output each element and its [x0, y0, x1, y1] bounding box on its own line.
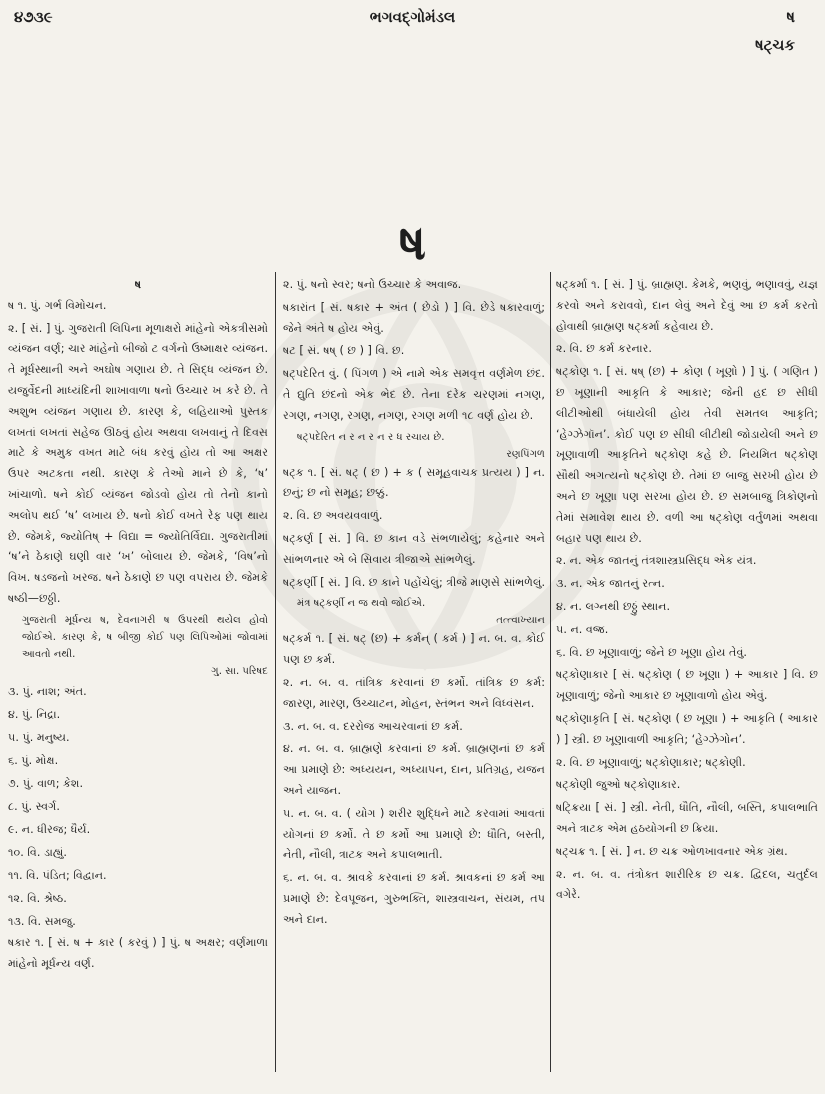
example-source: તત્ત્વાખ્યાન	[496, 615, 545, 627]
entry-shatkarni: ષટ્કર્ણી [ સં. ] વિ. છ કાને પહોંચેલું; ત્રીજે માણસે સાંભળેલું.	[283, 575, 546, 589]
sense-item: ૧૦. વિ. ડાહ્યું.	[8, 845, 67, 859]
entry-shatkon-3: ૩. ન. એક જાતનું રત્ન.	[556, 577, 665, 591]
entry-shatkon-4: ૪. ન. લગ્નથી છઠ્ઠું સ્થાન.	[556, 599, 671, 613]
sense-item: ૮. પું. સ્વર્ગ.	[8, 799, 60, 813]
entry-shatk-2: ૨. વિ. છ અવયવવાળું.	[283, 509, 383, 523]
sense-item: ૧૩. વિ. સમજુ.	[8, 914, 76, 928]
entry-shatkarm-2: ૨. ન. બ. વ. તાંત્રિક કરવાનાં છ કર્મો. તાંત્રિક છ કર્મ: જારણ, મારણ, ઉચ્ચાટન, મોહન, સ્તંભન અને વિધ્વંસન.	[283, 675, 545, 710]
example-quote: મંત્ર ષટ્કર્ણી ન જ થવો જોઈએ.	[297, 598, 426, 610]
entry-shakar-2: ૨. પું. ષનો સ્વર; ષનો ઉચ્ચાર કે અવાજ.	[283, 278, 462, 291]
sense-item: ૬. પું. મોક્ષ.	[8, 753, 59, 767]
entry-shakarant: ષકારાંત [ સં. ષકાર + અંત ( છેડો ) ] વિ. છેડે ષકારવાળું; જેને અંતે ષ હોય એવું.	[283, 300, 545, 335]
entry-shatkarm-5: ૫. ન. બ. વ. ( યોગ ) શરીર શુદ્ધિને માટે કરવામાં આવતાં યોગનાં છ કર્મો. તે છ કર્મો આ પ્રમાણે છે: ધૌતિ, બસ્તી, નેતી, નૌલી, ત્રાટક અને કપાલભાતી.	[283, 806, 545, 862]
entry-shat: ષટ [ સં. ષષ્ ( છ ) ] વિ. છ.	[283, 344, 405, 358]
entry-shatkarm: ષટ્કર્મ ૧. [ સં. ષટ્ (છ) + કર્મન્ ( કર્મ ) ] ન. બ. વ. કોઈ પણ છ કર્મ.	[283, 632, 545, 667]
guide-word: ષટ્ચક	[755, 36, 795, 54]
section-letter: ષ	[399, 215, 426, 271]
entry-shatkarma: ષટ્કર્મા ૧. [ સં. ] પું. બ્રાહ્મણ. કેમકે, ભણવું, ભણાવવું, યજ્ઞ કરવો અને કરાવવો, દાન લેવું અને દેવું આ છ કર્મ કરતો હોવાથી બ્રાહ્મણ ષટ્કર્મા કહેવાય છે.	[556, 278, 818, 333]
entry-shatpaderit: ષટ્પદેરિત વું. ( પિંગળ ) એ નામે એક સમવૃત્ત વર્ણમેળ છંદ. તે દ્યુતિ છંદનો એક ભેદ છે. તેના દરેક ચરણમાં નગણ, રગણ, નગણ, રગણ, નગણ, રગણ મળી ૧૮ વર્ણ હોય છે.	[283, 367, 545, 422]
entry-shatkon-6: ૬. વિ. છ ખૂણાવાળું; જેને છ ખૂણા હોય તેવું.	[556, 645, 747, 659]
column-3	[556, 275, 818, 908]
sense-item: ૪. પું. નિદ્રા.	[8, 707, 61, 721]
column-divider-2	[550, 272, 551, 1072]
column-1	[8, 275, 268, 976]
sense-item: ૯. ન. ધીરજ; ધૈર્ય.	[8, 822, 91, 836]
entry-sha-1: ષ ૧. પું. ગર્ભ વિમોચન.	[8, 298, 107, 312]
sense-item: ૧૧. વિ. પંડિત; વિદ્વાન.	[8, 868, 107, 882]
example-rule: ષટ્પદેરિત ન ર ન ર ન ર ધ રચાય છે.	[297, 431, 445, 443]
entry-shatkriya: ષટ્ક્રિયા [ સં. ] સ્ત્રી. નેતી, ધૌતિ, નૌલી, બસ્તિ, કપાલભાતિ અને ત્રાટક એમ હઠયોગની છ ક્રિયા.	[556, 801, 818, 835]
column-heading: ષ	[134, 278, 142, 291]
entry-shatkon-2: ૨. ન. એક જાતનું તંત્રશાસ્ત્રપ્રસિદ્ધ એક યંત્ર.	[556, 554, 757, 568]
entry-shatkarma-2: ૨. વિ. છ કર્મ કરનાર.	[556, 342, 652, 356]
entry-shatkarm-4: ૪. ન. બ. વ. બ્રાહ્મણે કરવાનાં છ કર્મ. બ્રાહ્મણનાં છ કર્મ આ પ્રમાણે છે: અધ્યયન, અધ્યાપન, દાન, પ્રતિગ્રહ, યજન અને યાજન.	[283, 742, 545, 797]
entry-sha-2: ૨. [ સં. ] પું. ગુજરાતી લિપિના મૂળાક્ષરો માંહેનો એકત્રીસમો વ્યંજન વર્ણ; ચાર માંહેનો બીજો ટ વર્ગનો ઉષ્માક્ષર વ્યંજન. તે મૂર્ધસ્થાની અને અઘોષ ગણાય છે. તે સિદ્ધ વ્યંજન છે. યજુર્વેદની માધ્યંદિની શાખાવાળા ષનો ઉચ્ચાર ખ કરે છે. તે અશુભ વ્યંજન ગણાય છે. કારણ કે, લહિયાઓ પુસ્તક લખતાં લખતાં સહેજ ઊઠવું હોય અથવા લખવાનું તે દિવસ માટે કે અમુક વખત માટે બંધ કરવું હોય તો આ અક્ષર ઉપર અટકતા નથી. કારણ કે તેઓ માને છે કે, ‘ષ’ ખાંચાળો. ષને કોઈ વ્યંજન જોડવો હોય તો તેનો કાનો અલોપ થઈ ‘ષ’ લખાય છે. ષનો કોઈ વખતે રેફ પણ થાય છે. જેમકે, જ્યોતિષ્ + વિદ્યા = જ્યોતિર્વિદ્યા. ગુજરાતીમાં ‘ષ’ને ઠેકાણે ઘણી વાર ‘ખ’ બોલાય છે. જેમકે, ‘વિષ’નો વિખ. ષડજનો ખરજ. ષને ઠેકાણે છ પણ વપરાય છે. જેમકે ષષ્ઠી—છઠ્ઠી.	[8, 321, 268, 605]
entry-shatchakra: ષટ્ચક્ર ૧. [ સં. ] ન. છ ચક્ર ઓળખાવનાર એક ગ્રંથ.	[556, 844, 788, 858]
quote-text: ગુજરાતી મૂર્ધન્ય ષ, દેવનાગરી ષ ઉપરથી થયેલ હોવો જોઈએ. કારણ કે, ષ બીજી કોઈ પણ લિપિઓમાં જોવામાં આવતો નથી.	[22, 614, 268, 660]
entry-shatchakra-2: ૨. ન. બ. વ. તંત્રોક્ત શારીરિક છ ચક્ર. દ્વિદલ, ચતુર્દલ વગેરે.	[556, 867, 818, 902]
sense-item: ૫. પું. મનુષ્ય.	[8, 730, 70, 744]
column-divider-1	[275, 272, 276, 1072]
entry-shatkonakar: ષટ્કોણાકાર [ સં. ષટ્કોણ ( છ ખૂણા ) + આકાર ] વિ. છ ખૂણાવાળું; જેનો આકાર છ ખૂણાવાળો હોય એવું.	[556, 668, 818, 703]
entry-shatkarm-3: ૩. ન. બ. વ. દરરોજ આચરવાનાં છ કર્મ.	[283, 719, 463, 733]
page-number: ૪૭૩૯	[14, 8, 53, 26]
sense-item: ૭. પું. વાળ; કેશ.	[8, 776, 84, 790]
header-letter: ષ	[786, 8, 795, 26]
entry-shatkonakruti: ષટ્કોણાકૃતિ [ સં. ષટ્કોણ ( છ ખૂણા ) + આકૃતિ ( આકાર ) ] સ્ત્રી. છ ખૂણાવાળી આકૃતિ; ‘હેગ્ઝેગોન’.	[556, 711, 818, 746]
entry-shatkoni: ષટ્કોણી જુઓ ષટ્કોણાકાર.	[556, 778, 681, 792]
sense-list	[8, 680, 268, 933]
entry-shatkarn: ષટ્કર્ણ [ સં. ] વિ. છ કાન વડે સંભળાયેલું; કહેનાર અને સાંભળનાર એ બે સિવાય ત્રીજાએ સાંભળેલું.	[283, 531, 545, 566]
quote-source: ગુ. સા. પરિષદ	[211, 665, 268, 677]
entry-shatkon: ષટ્કોણ ૧. [ સં. ષષ્ (છ) + કોણ ( ખૂણો ) ] પું. ( ગણિત ) છ ખૂણાની આકૃતિ કે આકાર; જેની હદ છ સીધી લીટીઓથી બંધાયેલી હોય તેવી સમતલ આકૃતિ; ‘હેગ્ઝેગૉન’. કોઈ પણ છ સીધી લીટીથી જોડાયેલી અને છ ખૂણાવાળી આકૃતિને ષટ્કોણ કહે છે. નિયમિત ષટ્કોણ સૌથી અગત્યનો ષટ્કોણ છે. તેમાં છ બાજુ સરખી હોય છે અને છ ખૂણા પણ સરખા હોય છે. છ સમબાજુ ત્રિકોણનો તેમાં સમાવેશ થાય છે. વળી આ ષટ્કોણ વર્તુળમાં અથવા બહાર પણ થાય છે.	[556, 365, 818, 545]
entry-shatk: ષટ્ક ૧. [ સં. ષટ્ ( છ ) + ક ( સમૂહવાચક પ્રત્યય ) ] ન. છનું; છ નો સમૂહ; છક્કું.	[283, 465, 545, 500]
entry-shatkarm-6: ૬. ન. બ. વ. શ્રાવકે કરવાનાં છ કર્મ. શ્રાવકનાં છ કર્મ આ પ્રમાણે છે: દેવપૂજન, ગુરુભક્તિ, શાસ્ત્રવાચન, સંયમ, તપ અને દાન.	[283, 871, 545, 926]
example-source: રણપિંગળ	[506, 448, 545, 460]
entry-shatkonakruti-2: ૨. વિ. છ ખૂણાવાળું; ષટ્કોણાકાર; ષટ્કોણી.	[556, 755, 746, 769]
column-2	[283, 275, 545, 933]
entry-shakar: ષકાર ૧. [ સં. ષ + કાર ( કરવું ) ] પું. ષ અક્ષર; વર્ણમાળા માંહેનો મૂર્ધન્ય વર્ણ.	[8, 935, 268, 970]
sense-item: ૩. પું. નાશ; અંત.	[8, 684, 87, 698]
sense-item: ૧૨. વિ. શ્રેષ્ઠ.	[8, 891, 67, 905]
page-title: ભગવદ્ગોમંડલ	[369, 8, 456, 26]
entry-shatkon-5: ૫. ન. વજ્ર.	[556, 622, 609, 636]
